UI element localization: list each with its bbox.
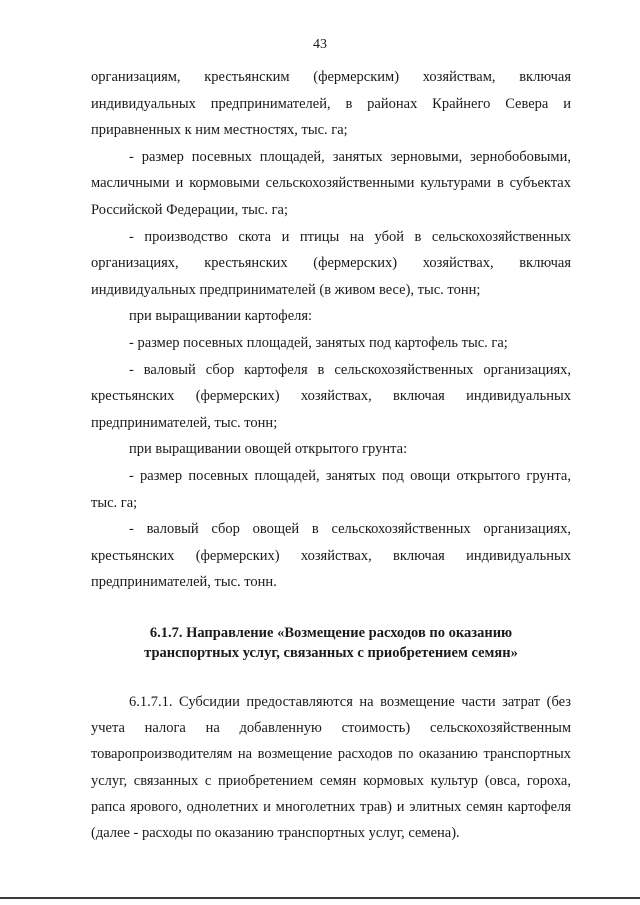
page-number: 43 (313, 37, 327, 52)
section-heading-line-2: транспортных услуг, связанных с приобретением семян» (144, 644, 518, 661)
document-body (91, 64, 571, 847)
list-item-livestock-production: - производство скота и птицы на убой в сельскохозяйственных организациях, крестьянских (фермерских) хозяйствах, включая индивидуальных предпринимателей (в живом весе), тыс. тонн; (91, 228, 571, 298)
section-6-1-7 (91, 623, 571, 847)
section-paragraph: 6.1.7.1. Субсидии предоставляются на возмещение части затрат (без учета налога на добавленную стоимость) сельскохозяйственным товаропроизводителям на возмещение расходов по оказанию транспортных услуг, связанных с приобретением семян кормовых культур (овса, гороха, рапса ярового, однолетних и многолетних трав) и элитных семян картофеля (далее - расходы по оказанию транспортных услуг, семена). (91, 693, 571, 842)
subheading-vegetables: при выращивании овощей открытого грунта: (129, 441, 408, 458)
paragraph-continuation: организациям, крестьянским (фермерским) хозяйствам, включая индивидуальных предпринимателей, в районах Крайнего Севера и приравненных к ним местностях, тыс. га; (91, 69, 571, 139)
section-heading-line-1: 6.1.7. Направление «Возмещение расходов по оказанию (149, 624, 513, 641)
list-item-potato-harvest: - валовый сбор картофеля в сельскохозяйственных организациях, крестьянских (фермерских) хозяйствах, включая индивидуальных предпринимателей, тыс. тонн; (91, 361, 571, 431)
bottom-edge-line (0, 897, 640, 899)
subheading-potato: при выращивании картофеля: (129, 308, 313, 325)
list-item-grain-area: - размер посевных площадей, занятых зерновыми, зернобобовыми, масличными и кормовыми сельскохозяйственными культурами в субъектах Российской Федерации, тыс. га; (91, 148, 571, 218)
section-heading (91, 623, 571, 663)
list-item-vegetable-area: - размер посевных площадей, занятых под овощи открытого грунта, тыс. га; (91, 467, 571, 511)
list-item-vegetable-harvest: - валовый сбор овощей в сельскохозяйственных организациях, крестьянских (фермерских) хозяйствах, включая индивидуальных предпринимателей, тыс. тонн. (91, 521, 571, 591)
list-item-potato-area: - размер посевных площадей, занятых под картофель тыс. га; (129, 334, 508, 351)
